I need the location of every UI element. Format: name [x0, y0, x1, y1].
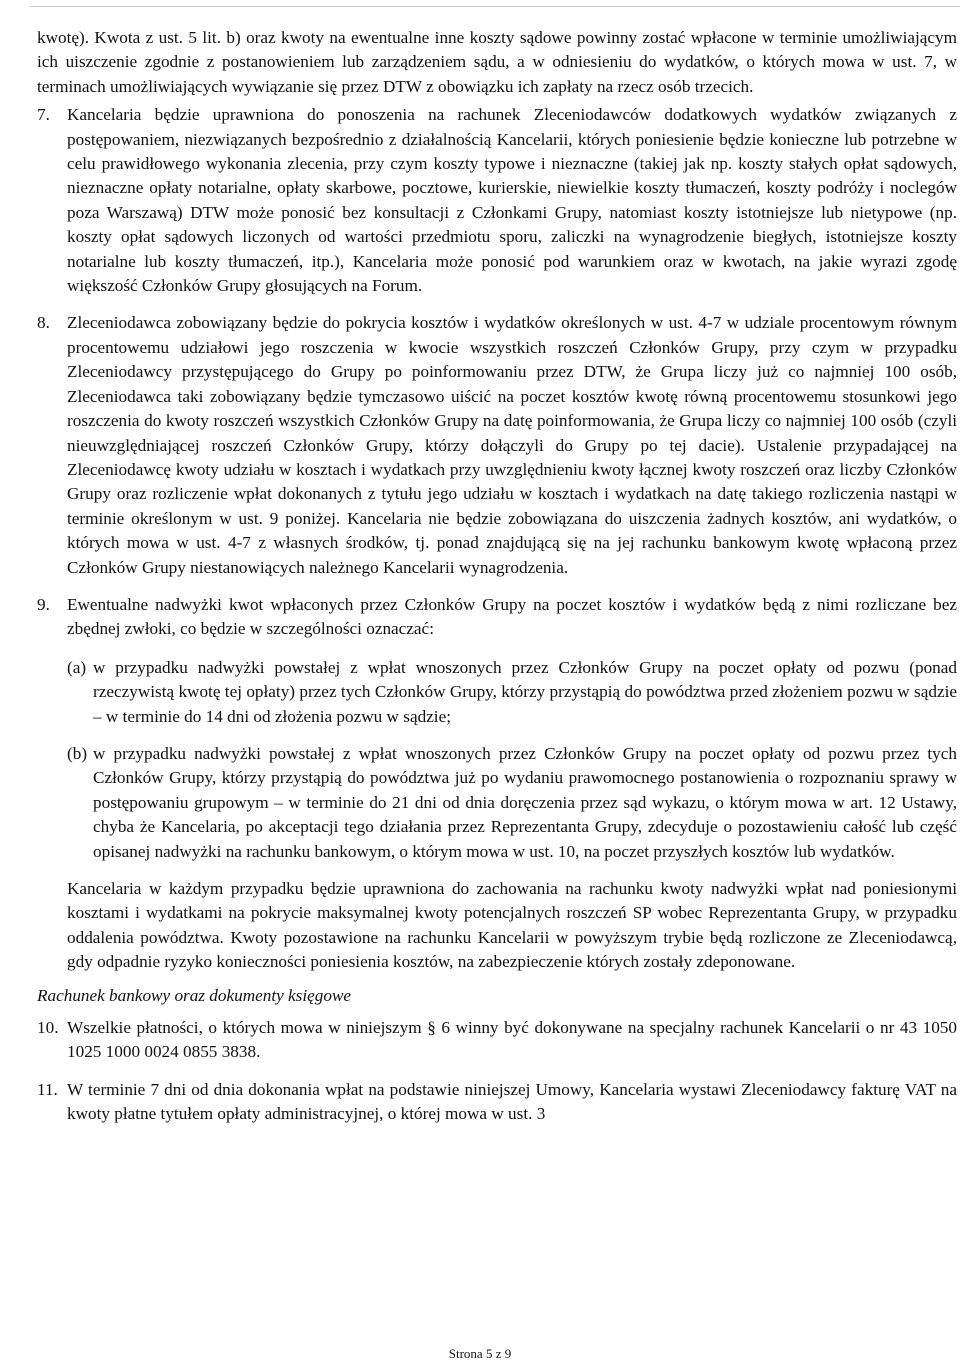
paragraph-7 [37, 103, 957, 298]
paragraph-number: 10. [37, 1018, 59, 1038]
subparagraph-b [37, 742, 957, 864]
paragraph-text: Ewentualne nadwyżki kwot wpłaconych przez Członków Grupy na poczet kosztów i wydatków będą z nimi rozliczane bez zbędnej zwłoki, co będzie w szczególności oznaczać: [67, 594, 957, 639]
section-heading: Rachunek bankowy oraz dokumenty księgowe [37, 985, 352, 1005]
paragraph-number: 11. [37, 1079, 58, 1099]
subparagraph-label: (a) [67, 657, 87, 677]
paragraph-11 [37, 1078, 957, 1127]
subparagraph-a [37, 656, 957, 729]
paragraph-text: W terminie 7 dni od dnia dokonania wpłat na podstawie niniejszej Umowy, Kancelaria wystawi Zleceniodawcy fakturę VAT na kwoty płatne tytułem opłaty administracyjnej, o której mowa w ust. 3 [67, 1079, 957, 1124]
top-rule [30, 6, 960, 7]
paragraph-text: Zleceniodawca zobowiązany będzie do pokrycia kosztów i wydatków określonych w ust. 4-7 w udziale procentowym równym procentowemu udziałowi jego roszczenia w kwocie wszystkich roszczeń Członków Grupy, przy czym w przypadku Zleceniodawcy przystępującego do Grupy po poinformowaniu przez DTW, że Grupa liczy już co najmniej 100 osób, Zleceniodawca taki zobowiązany będzie tymczasowo uiścić na poczet kosztów kwotę równą procentowemu stosunkowi jego roszczenia do kwoty roszczeń wszystkich Członków Grupy na datę poinformowania, że Grupa liczy co najmniej 100 osób (czyli nieuwzględniającej roszczeń Członków Grupy, którzy dołączyli do Grupy po tej dacie). Ustalenie przypadającej na Zleceniodawcę kwoty udziału w kosztach i wydatkach przy uwzględnieniu kwoty łącznej kwoty roszczeń oraz liczby Członków Grupy oraz rozliczenie wpłat dokonanych z tytułu jego udziału w kosztach i wydatkach na datę takiego rozliczenia nastąpi w terminie określonym w ust. 9 poniżej. Kancelaria nie będzie zobowiązana do uiszczenia żadnych kosztów, ani wydatków, o których mowa w ust. 4-7 z własnych środków, tj. ponad znajdującą się na jej rachunku bankowym kwotę wpłaconą przez Członków Grupy niestanowiących należnego Kancelarii wynagrodzenia. [67, 313, 957, 577]
page-number-footer: Strona 5 z 9 [448, 1346, 512, 1361]
paragraph-10 [37, 1016, 957, 1065]
subparagraph-text: w przypadku nadwyżki powstałej z wpłat wnoszonych przez Członków Grupy na poczet opłaty od pozwu (ponad rzeczywistą kwotę tej opłaty) przez tych Członków Grupy, którzy przystąpią do powództwa przed złożeniem pozwu w sądzie – w terminie do 14 dni od złożenia pozwu w sądzie; [93, 657, 957, 726]
paragraph-text: Wszelkie płatności, o których mowa w niniejszym § 6 winny być dokonywane na specjalny rachunek Kancelarii o nr 43 1050 1025 1000 0024 0855 3838. [67, 1018, 957, 1062]
intro-paragraph: kwotę). Kwota z ust. 5 lit. b) oraz kwoty na ewentualne inne koszty sądowe powinny zostać wpłacone w terminie umożliwiającym ich uiszczenie zgodnie z postanowieniem lub zarządzeniem sądu, a w odniesieniu do wydatków, o których mowa w ust. 7, w terminach umożliwiających wywiązanie się przez DTW z obowiązku ich zapłaty na rzecz osób trzecich. [37, 28, 957, 96]
paragraph-text: Kancelaria będzie uprawniona do ponoszenia na rachunek Zleceniodawców dodatkowych wydatków związanych z postępowaniem, niezwiązanych bezpośrednio z działalnością Kancelarii, których poniesienie będzie konieczne lub potrzebne w celu prawidłowego wykonania zlecenia, przy czym koszty typowe i nieznaczne (takiej jak np. koszty stałych opłat sądowych, nieznaczne opłaty notarialne, opłaty skarbowe, pocztowe, kurierskie, niewielkie koszty tłumaczeń, koszty podróży i noclegów poza Warszawą) DTW może ponosić bez konsultacji z Członkami Grupy, natomiast koszty istotniejsze lub nietypowe (np. koszty opłat sądowych liczonych od wartości przedmiotu sporu, zaliczki na wynagrodzenie biegłych, istotniejsze koszty notarialne lub koszty tłumaczeń, itp.), Kancelaria może ponosić pod warunkiem oraz w kwotach, na jakie wyrazi zgodę większość Członków Grupy głosujących na Forum. [67, 105, 957, 296]
document-page [37, 26, 957, 1127]
subparagraph-label: (b) [67, 743, 88, 763]
paragraph-number: 7. [37, 105, 50, 125]
paragraph-number: 8. [37, 313, 50, 333]
paragraph-8 [37, 311, 957, 579]
paragraph-number: 9. [37, 594, 50, 614]
paragraph-9 [37, 593, 957, 642]
subparagraph-text: w przypadku nadwyżki powstałej z wpłat wnoszonych przez Członków Grupy na poczet opłaty od pozwu przez tych Członków Grupy, którzy przystąpią do powództwa już po wydaniu prawomocnego postanowienia o rozpoznaniu sprawy w postępowaniu grupowym – w terminie do 21 dni od dnia doręczenia przez sąd wykazu, o którym mowa w art. 12 Ustawy, chyba że Kancelaria, po akceptacji tego działania przez Reprezentanta Grupy, zdecyduje o pozostawieniu całość lub część opisanej nadwyżki na rachunku bankowym, o którym mowa w ust. 10, na poczet przyszłych kosztów lub wydatków. [93, 743, 957, 861]
closing-paragraph: Kancelaria w każdym przypadku będzie uprawniona do zachowania na rachunku kwoty nadwyżki wpłat nad poniesionymi kosztami i wydatkami na pokrycie maksymalnej kwoty potencjalnych roszczeń SP wobec Reprezentanta Grupy, w przypadku oddalenia powództwa. Kwoty pozostawione na rachunku Kancelarii w powyższym trybie będą rozliczone ze Zleceniodawcą, gdy odpadnie ryzyko konieczności poniesienia kosztów, na zabezpieczenie których zostały zdeponowane. [67, 879, 957, 972]
